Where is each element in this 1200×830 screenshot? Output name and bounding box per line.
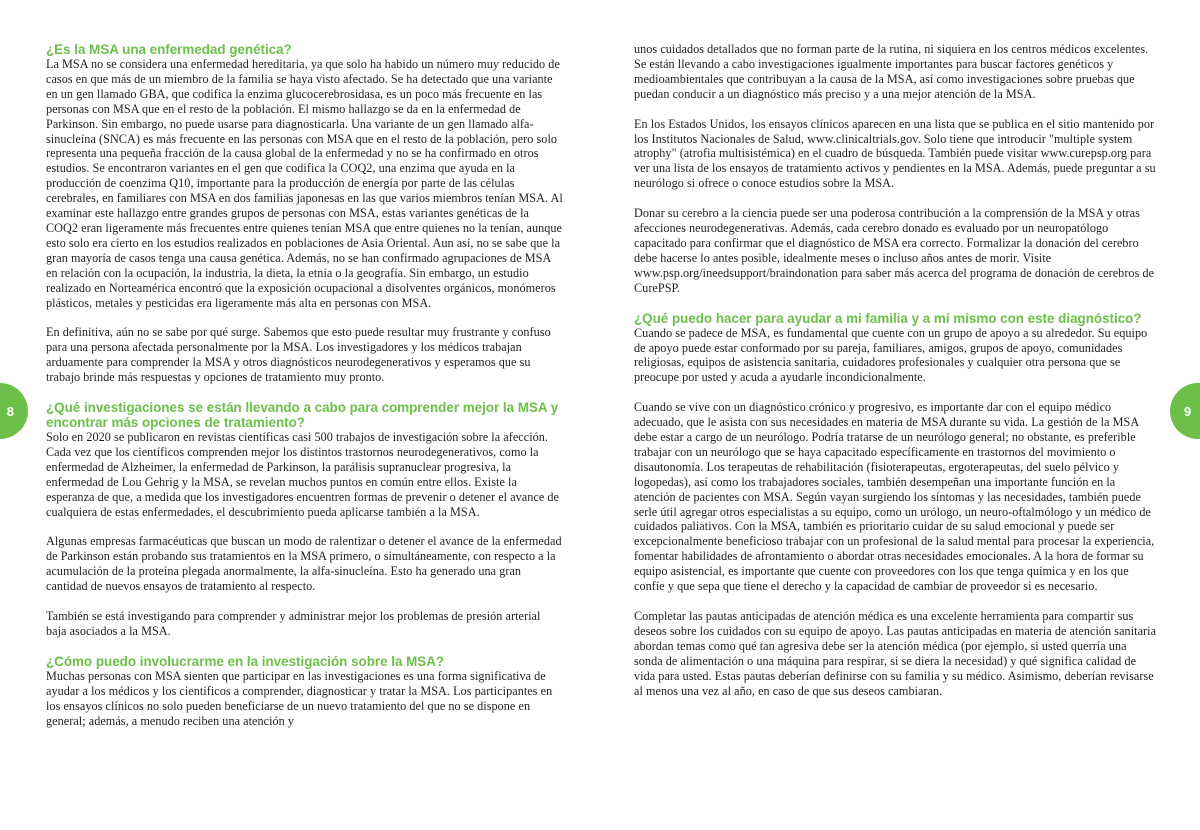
- paragraph-genetic: La MSA no se considera una enfermedad hereditaria, ya que solo ha habido un número muy reducido de casos en que más de un miembro de la familia se haya visto afectado. Se ha detectado que una variante en un gen llamado GBA, que codifica la enzima glucocerebrosidasa, es un poco más frecuente en las personas con MSA que en el resto de la población. El mismo hallazgo se da en la enfermedad de Parkinson. Sin embargo, no puede usarse para diagnosticarla. Una variante de un gen llamado alfa-sinucleína (SNCA) es más frecuente en las personas con MSA que en el resto de la población, pero solo representa una pequeña fracción de la causa global de la enfermedad y no se ha confirmado en otros estudios. Se encontraron variantes en el gen que codifica la COQ2, una enzima que ayuda en la producción de coenzima Q10, importante para la producción de energía por parte de las células cerebrales, en familiares con MSA en dos familias japonesas en las que varios miembros tenían MSA. Al examinar este hallazgo entre grandes grupos de personas con MSA, estas variantes genéticas de la COQ2 eran ligeramente más frecuentes entre quienes tenían MSA que entre quienes no la tenían, aunque esto solo era cierto en los estudios realizados en poblaciones de Asia Oriental. Aun así, no se sabe que la gran mayoría de casos tenga una causa genética. Además, no se han confirmado agrupaciones de MSA en relación con la ocupación, la industria, la dieta, la etnia o la geografía. Sin embargo, un estudio realizado en Norteamérica encontró que la exposición ocupacional a disolventes orgánicos, monómeros plásticos, metales y pesticidas era ligeramente más alta en personas con MSA.: [46, 57, 563, 310]
- right-column: [634, 42, 1158, 698]
- paragraph-pharma: Algunas empresas farmacéuticas que buscan un modo de ralentizar o detener el avance de la enfermedad de Parkinson están probando sus tratamientos en la MSA primero, o simultáneamente, con respecto a la acumulación de la proteína plegada anormalmente, la alfa-sinucleína. Esto ha generado una gran cantidad de nuevos ensayos de tratamiento al respecto.: [46, 534, 562, 594]
- heading-help-family: ¿Qué puedo hacer para ayudar a mi familia y a mí mismo con este diagnóstico?: [634, 310, 1142, 326]
- paragraph-brain-donation: Donar su cerebro a la ciencia puede ser una poderosa contribución a la comprensión de la MSA y otras afecciones neurodegenerativas. Además, cada cerebro donado es evaluado por un neuropatólogo capacitado para confirmar que el diagnóstico de MSA era correcto. Formalizar la donación del cerebro debe hacerse lo antes posible, idealmente meses o incluso años antes de morir. Visite www.psp.org/ineedsupport/braindonation para saber más acerca del programa de donación de cerebros de CurePSP.: [634, 206, 1155, 295]
- page-number-right: [1170, 383, 1200, 439]
- paragraph-clinical-trials: En los Estados Unidos, los ensayos clínicos aparecen en una lista que se publica en el sitio mantenido por los Institutos Nacionales de Salud, www.clinicaltrials.gov. Solo tiene que introducir "multiple system atrophy" (atrofia multisistémica) en el cuadro de búsqueda. También puede visitar www.curepsp.org para ver una lista de los ensayos de tratamiento activos y pendientes en la MSA. Además, puede preguntar a su neurólogo si ofrece o conoce estudios sobre la MSA.: [634, 116, 1156, 191]
- paragraph-continued: unos cuidados detallados que no forman parte de la rutina, ni siquiera en los centros médicos excelentes. Se están llevando a cabo investigaciones igualmente importantes para buscar factores genéticos y medioambientales que contribuyan a la causa de la MSA, así como investigaciones sobre pruebas que puedan conducir a un diagnóstico más preciso y a una mejor atención de la MSA.: [634, 42, 1149, 101]
- paragraph-support-group: Cuando se padece de MSA, es fundamental que cuente con un grupo de apoyo a su alrededor. Su equipo de apoyo puede estar conformado por su pareja, familiares, amigos, grupos de apoyo, comunidades religiosas, equipos de asistencia sanitaria, cuidadores profesionales y cualquier otra persona que se preocupe por usted y acuda a ayudarle incondicionalmente.: [634, 325, 1148, 385]
- paragraph-unknown-cause: En definitiva, aún no se sabe por qué surge. Sabemos que esto puede resultar muy frustrante y confuso para una persona afectada personalmente por la MSA. Los investigadores y los médicos trabajan arduamente para comprender la MSA y otros diagnósticos neurodegenerativos y esperamos que su trabajo brinde más respuestas y opciones de tratamiento muy pronto.: [46, 325, 551, 385]
- paragraph-get-involved: Muchas personas con MSA sienten que participar en las investigaciones es una forma significativa de ayudar a los médicos y los científicos a comprender, diagnosticar y tratar la MSA. Los participantes en los ensayos clínicos no solo pueden beneficiarse de un nuevo tratamiento del que no se dispone en general; además, a menudo reciben una atención y: [46, 668, 553, 728]
- heading-genetic: ¿Es la MSA una enfermedad genética?: [46, 42, 292, 57]
- page-number-left-label: 8: [6, 403, 14, 419]
- paragraph-research-2020: Solo en 2020 se publicaron en revistas científicas casi 500 trabajos de investigación sobre la afección. Cada vez que los científicos comprenden mejor los distintos trastornos neurodegenerativos, como la enfermedad de Alzheimer, la enfermedad de Parkinson, la parálisis supranuclear progresiva, la enfermedad de Lou Gehrig y la MSA, se revelan muchos puntos en común entre ellos. Existe la esperanza de que, a medida que los investigadores encuentren formas de prevenir o detener el avance de cualquiera de estas enfermedades, el descubrimiento pueda aplicarse también a la MSA.: [46, 430, 560, 519]
- left-column: [46, 42, 564, 729]
- paragraph-blood-pressure: También se está investigando para comprender y administrar mejor los problemas de presión arterial baja asociados a la MSA.: [46, 609, 541, 638]
- heading-research: ¿Qué investigaciones se están llevando a cabo para comprender mejor la MSA y encontrar más opciones de tratamiento?: [46, 400, 559, 431]
- paragraph-advance-directives: Completar las pautas anticipadas de atención médica es una excelente herramienta para compartir sus deseos sobre los cuidados con su equipo de apoyo. Las pautas anticipadas en materia de atención sanitaria abordan temas como qué tan agresiva debe ser la atención médica (por ejemplo, si usted querría una sonda de alimentación o una máquina para respirar, si se diera la necesidad) y qué significa calidad de vida para usted. Estas pautas deberían definirse con su familia y su médico. Asimismo, deberían revisarse al menos una vez al año, en caso de que sus deseos cambiaran.: [634, 609, 1157, 698]
- heading-get-involved: ¿Cómo puedo involucrarme en la investigación sobre la MSA?: [46, 653, 445, 669]
- page-number-left: [0, 383, 28, 439]
- paragraph-medical-team: Cuando se vive con un diagnóstico crónico y progresivo, es importante dar con el equipo médico adecuado, que le asista con sus necesidades en materia de MSA durante su vida. La gestión de la MSA debe estar a cargo de un neurólogo. Podría tratarse de un neurólogo general; no obstante, es preferible trabajar con un neurólogo que se haya capacitado específicamente en trastornos del movimiento o disautonomía. Los terapeutas de rehabilitación (fisioterapeutas, ergoterapeutas, del suelo pélvico y logopedas), así como los trabajadores sociales, también desempeñan una importante función en la atención de pacientes con MSA. Según vayan surgiendo los síntomas y las necesidades, también puede serle útil agregar otros especialistas a su equipo, como un urólogo, un neuro-oftalmólogo y un médico de cuidados paliativos. Con la MSA, también es prioritario cuidar de su salud emocional y puede ser excepcionalmente beneficioso trabajar con un profesional de la salud mental para procesar la experiencia, fomentar habilidades de afrontamiento o abordar otras necesidades emocionales. A la hora de formar su equipo asistencial, es importante que cuente con proveedores con los que tenga química y en los que confíe y que sepa que tiene el derecho y la capacidad de cambiar de proveedor si es necesario.: [634, 400, 1155, 594]
- page-number-right-label: 9: [1184, 403, 1192, 419]
